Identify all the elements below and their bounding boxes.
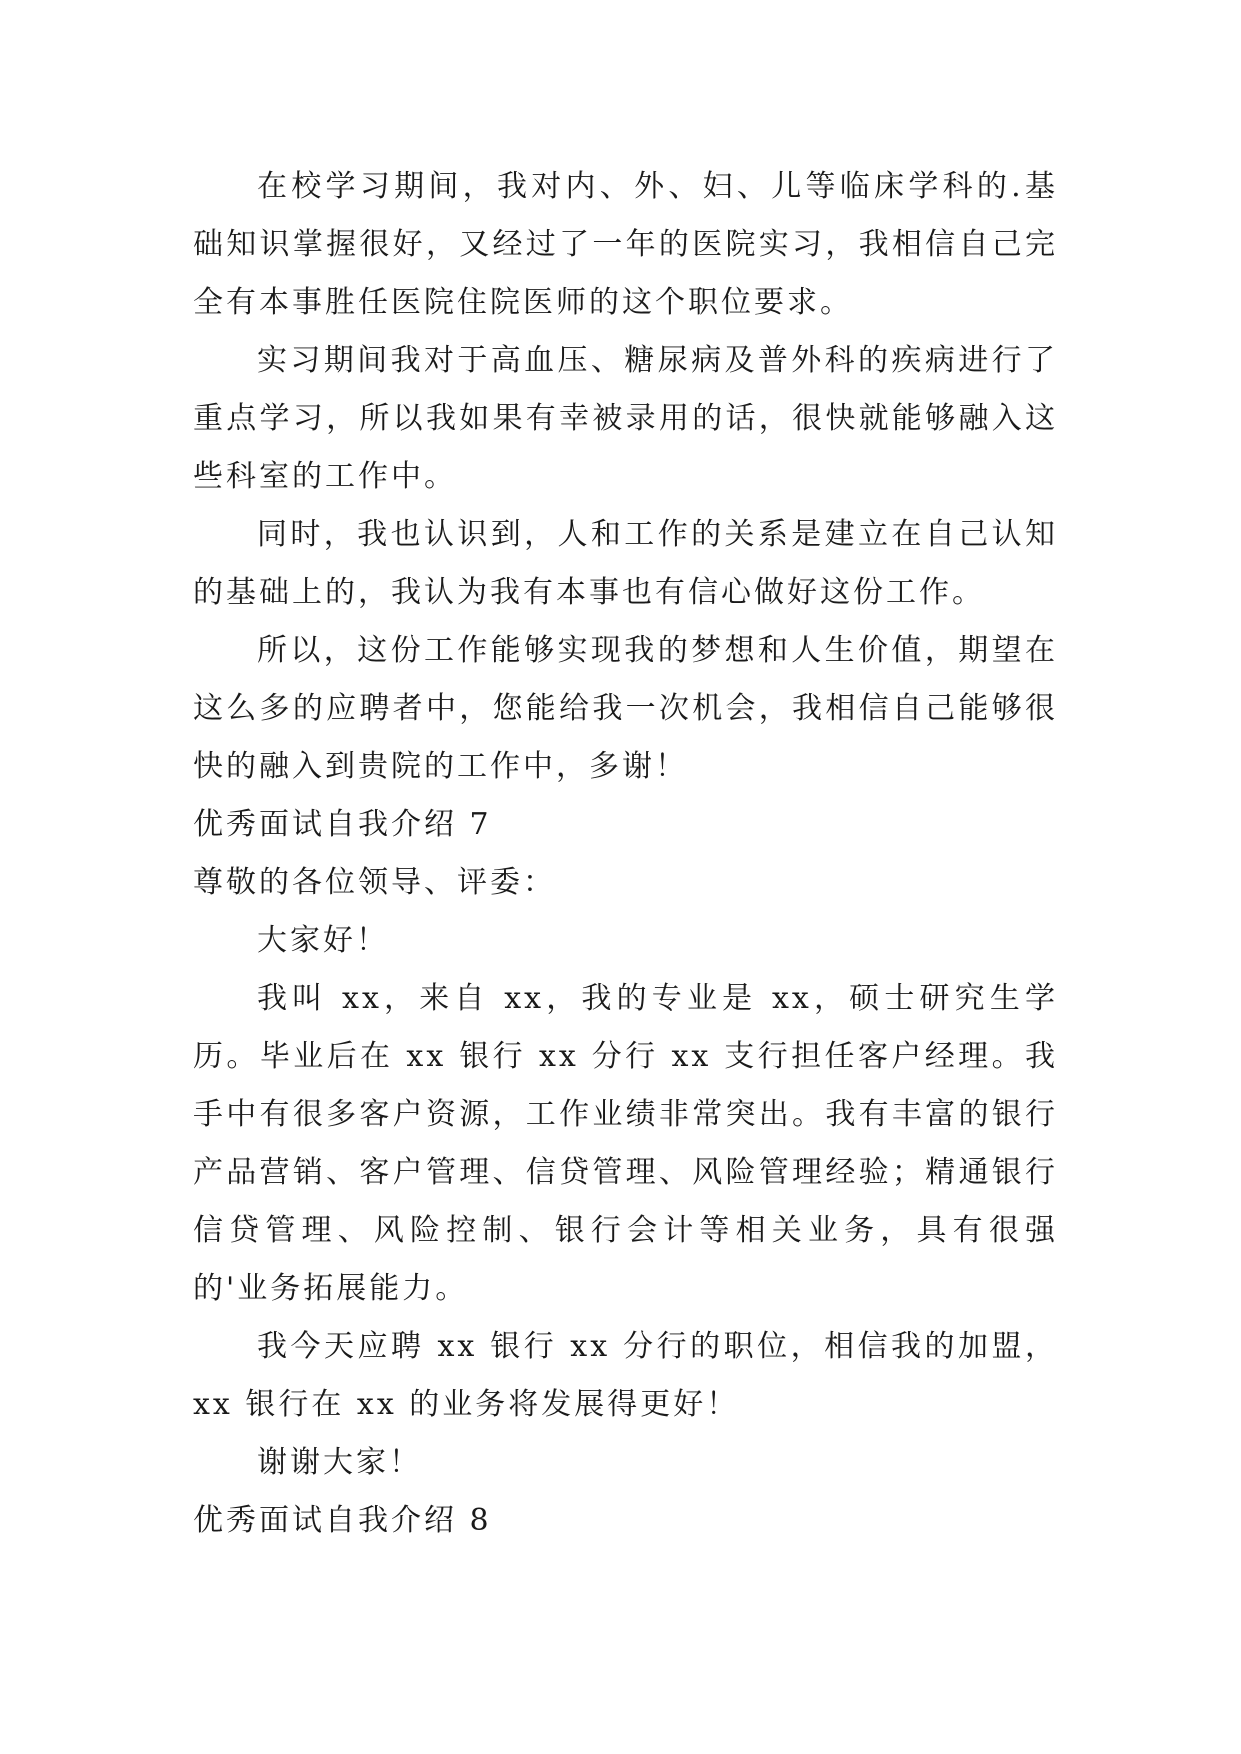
paragraph-introduction: 我叫 xx，来自 xx，我的专业是 xx，硕士研究生学历。毕业后在 xx 银行 xx 分行 xx 支行担任客户经理。我手中有很多客户资源，工作业绩非常突出。我有丰富的银行产品营销、客户管理、信贷管理、风险管理经验；精通银行信贷管理、风险控制、银行会计等相关业务，具有很强的'业务拓展能力。 [193, 981, 1058, 1306]
paragraph-greeting: 大家好！ [257, 923, 389, 958]
paragraph-self-awareness: 同时，我也认识到，人和工作的关系是建立在自己认知的基础上的，我认为我有本事也有信心做好这份工作。 [193, 517, 1058, 610]
paragraph-closing-request: 所以，这份工作能够实现我的梦想和人生价值，期望在这么多的应聘者中，您能给我一次机会，我相信自己能够很快的融入到贵院的工作中，多谢！ [193, 633, 1058, 784]
paragraph-clinical-knowledge: 在校学习期间，我对内、外、妇、儿等临床学科的.基础知识掌握很好，又经过了一年的医院实习，我相信自己完全有本事胜任医院住院医师的这个职位要求。 [193, 169, 1058, 320]
section-heading-8: 优秀面试自我介绍 8 [193, 1503, 492, 1538]
paragraph-internship-focus: 实习期间我对于高血压、糖尿病及普外科的疾病进行了重点学习，所以我如果有幸被录用的话，很快就能够融入这些科室的工作中。 [193, 343, 1058, 494]
paragraph-thanks: 谢谢大家！ [257, 1445, 422, 1480]
paragraph-application: 我今天应聘 xx 银行 xx 分行的职位，相信我的加盟，xx 银行在 xx 的业务将发展得更好！ [193, 1329, 1058, 1422]
salutation: 尊敬的各位领导、评委： [193, 865, 556, 900]
section-heading-7: 优秀面试自我介绍 7 [193, 807, 492, 842]
document-body [193, 158, 1058, 1550]
